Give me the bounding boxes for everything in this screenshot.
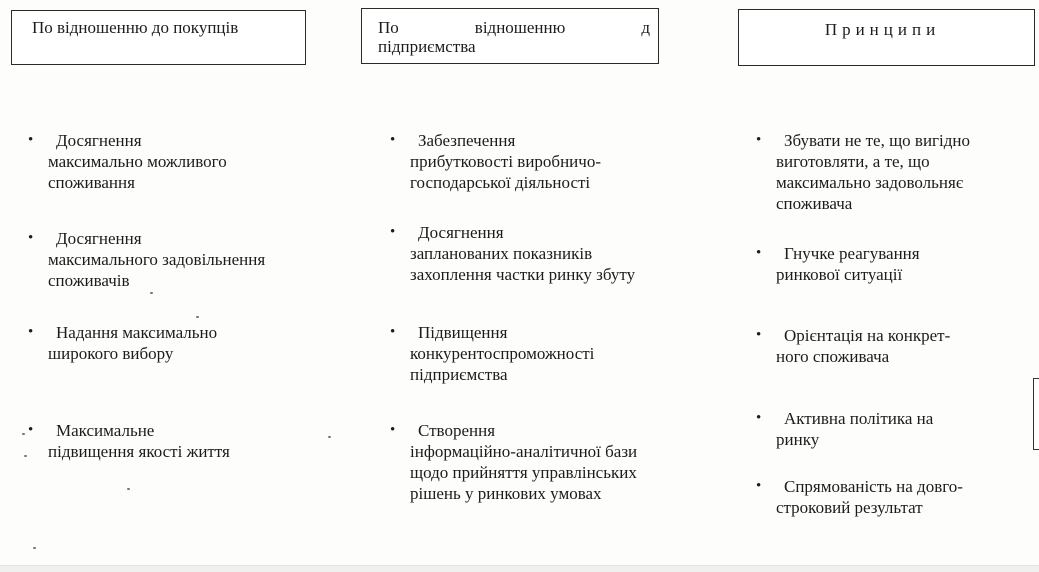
header-principles <box>738 9 1035 66</box>
item-first-line: Збувати не те, що вигідно <box>784 131 970 150</box>
list-item <box>390 130 642 193</box>
bullet-icon: • <box>756 478 762 494</box>
item-text: строковий результат <box>776 498 923 517</box>
list-item <box>28 322 278 364</box>
scan-speck <box>33 547 36 549</box>
item-text: максимально можливого споживання <box>48 152 227 192</box>
header-enterprise-line2: підприємства <box>378 37 476 56</box>
bullet-icon: • <box>756 132 762 148</box>
scan-speck <box>196 316 199 318</box>
bullet-icon: • <box>28 230 34 246</box>
bullet-icon: • <box>28 324 34 340</box>
list-item <box>28 130 278 193</box>
bullet-icon: • <box>28 422 34 438</box>
list-item <box>28 228 278 291</box>
scan-speck <box>127 488 130 490</box>
item-first-line: Гнучке реагування <box>784 244 920 263</box>
item-first-line: Досягнення <box>56 229 142 248</box>
list-item <box>390 222 642 285</box>
item-text: прибутковості виробничо-господарської діяльності <box>410 152 601 192</box>
bullet-icon: • <box>28 132 34 148</box>
header-enterprise <box>361 8 659 64</box>
item-text: запланованих показників захоплення частки ринку збуту <box>410 244 636 284</box>
item-first-line: Активна політика на <box>784 409 934 428</box>
bullet-icon: • <box>756 245 762 261</box>
list-item <box>390 420 642 504</box>
item-text: інформаційно-аналітичної бази щодо прийняття управлінських рішень у ринкових умовах <box>410 442 638 503</box>
bullet-icon: • <box>756 327 762 343</box>
list-item <box>756 408 1004 450</box>
bullet-icon: • <box>756 410 762 426</box>
scan-speck <box>24 455 27 457</box>
item-first-line: Орієнтація на конкрет- <box>784 326 951 345</box>
scan-speck <box>150 292 153 294</box>
header-enterprise-line1: По відношенню д <box>378 18 650 37</box>
header-principles-label: Принципи <box>824 20 941 39</box>
bullet-icon: • <box>390 422 396 438</box>
list-item <box>756 243 1004 285</box>
bullet-icon: • <box>390 132 396 148</box>
scan-speck <box>22 433 25 435</box>
item-first-line: Максимальне <box>56 421 155 440</box>
list-item <box>756 476 1004 518</box>
item-text: широкого вибору <box>48 344 174 363</box>
list-item <box>756 325 1004 367</box>
item-first-line: Досягнення <box>418 223 504 242</box>
item-first-line: Підвищення <box>418 323 508 342</box>
item-text: ринку <box>776 430 820 449</box>
item-text: ринкової ситуації <box>776 265 903 284</box>
cropped-edge-box <box>1033 378 1039 450</box>
item-first-line: Надання максимально <box>56 323 218 342</box>
item-first-line: Створення <box>418 421 496 440</box>
item-text: конкурентоспроможності підприємства <box>410 344 595 384</box>
list-item <box>390 322 642 385</box>
bullet-icon: • <box>390 324 396 340</box>
item-first-line: Забезпечення <box>418 131 516 150</box>
bullet-icon: • <box>390 224 396 240</box>
list-item <box>756 130 1004 214</box>
list-item <box>28 420 278 462</box>
item-text: ного споживача <box>776 347 890 366</box>
header-customers <box>11 10 306 65</box>
header-customers-label: По відношенню до покупців <box>32 18 239 37</box>
item-text: максимального задовільнення споживачів <box>48 250 266 290</box>
item-text: виготовляти, а те, що максимально задовольняє споживача <box>776 152 964 213</box>
item-first-line: Досягнення <box>56 131 142 150</box>
item-first-line: Спрямованість на довго- <box>784 477 963 496</box>
item-text: підвищення якості життя <box>48 442 230 461</box>
scan-speck <box>328 436 331 438</box>
